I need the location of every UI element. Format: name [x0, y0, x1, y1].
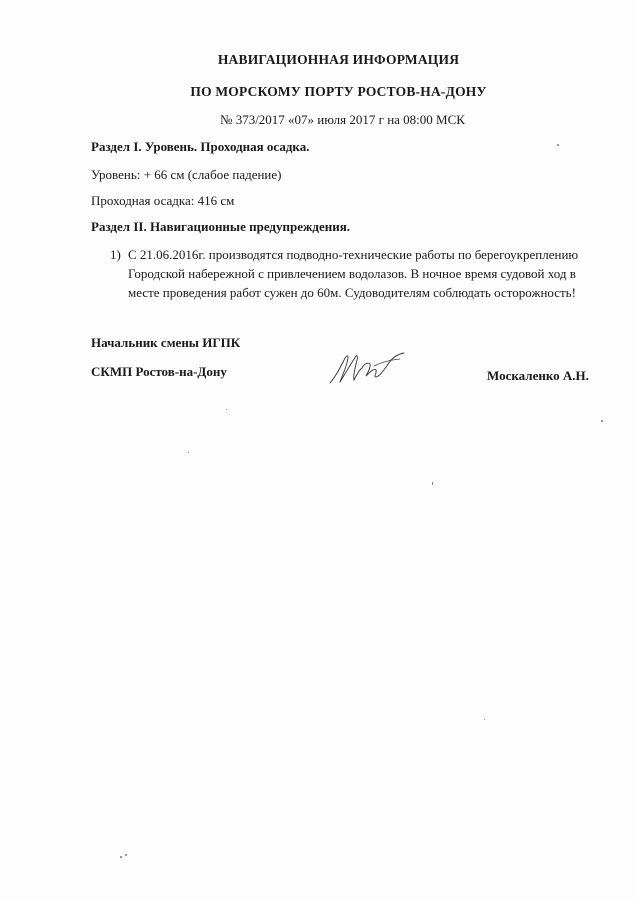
- document-number-date: № 373/2017 «07» июля 2017 г на 08:00 МСК: [220, 112, 465, 127]
- warning-item-line: Городской набережной с привлечением водолазов. В ночное время судовой ход в: [128, 266, 576, 281]
- scan-speck: [484, 719, 485, 720]
- signer-position: Начальник смены ИГПК: [91, 335, 241, 350]
- warning-item-line: месте проведения работ сужен до 60м. Судоводителям соблюдать осторожность!: [128, 285, 576, 300]
- section-2-heading: Раздел II. Навигационные предупреждения.: [91, 219, 351, 234]
- warning-item-number: 1): [110, 247, 121, 262]
- passage-draft-line: Проходная осадка: 416 см: [91, 193, 235, 208]
- warning-item-line: С 21.06.2016г. производятся подводно-технические работы по берегоукреплению: [128, 247, 579, 262]
- document-subtitle: ПО МОРСКОМУ ПОРТУ РОСТОВ-НА-ДОНУ: [190, 84, 487, 99]
- water-level-line: Уровень: + 66 см (слабое падение): [91, 167, 282, 182]
- document-title: НАВИГАЦИОННАЯ ИНФОРМАЦИЯ: [217, 52, 460, 67]
- scan-speck: [557, 144, 559, 146]
- scan-speck: [125, 854, 127, 856]
- scan-speck: [601, 420, 603, 422]
- section-1-heading: Раздел I. Уровень. Проходная осадка.: [91, 139, 310, 154]
- signer-organization: СКМП Ростов-на-Дону: [91, 364, 227, 379]
- scan-speck: [226, 409, 227, 410]
- handwritten-signature: [326, 350, 408, 386]
- scan-speck: [188, 452, 189, 453]
- signer-name: Москаленко А.Н.: [487, 368, 589, 383]
- scan-speck: [432, 482, 433, 485]
- scan-speck: [120, 856, 122, 858]
